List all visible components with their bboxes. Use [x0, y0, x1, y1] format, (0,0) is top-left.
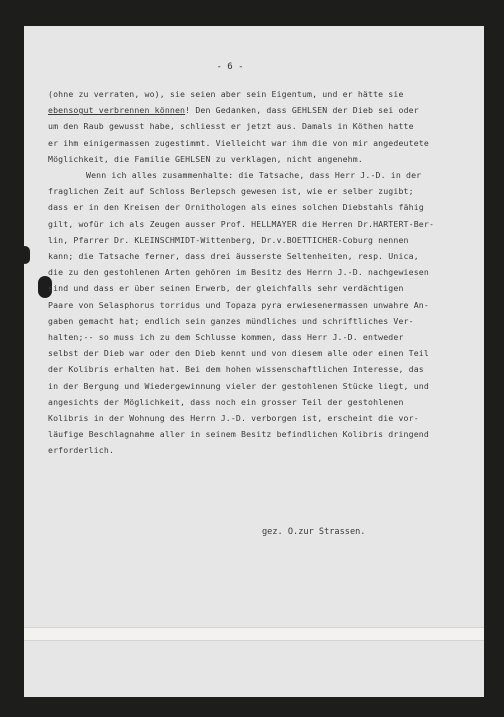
- punch-hole: [20, 246, 30, 264]
- text-line: [48, 118, 482, 134]
- text-segment: ! Den Gedanken, dass GEHLSEN der Dieb sei oder: [185, 105, 419, 116]
- text-line: [48, 297, 482, 313]
- text-line: [48, 102, 482, 118]
- text-line: [48, 410, 482, 426]
- text-line: [48, 264, 482, 280]
- text-segment: die zu den gestohlenen Arten gehören im Besitz des Herrn J.-D. nachgewiesen: [48, 267, 429, 278]
- paper-fold-band: [24, 627, 484, 641]
- text-line: [48, 313, 482, 329]
- letter-body: [48, 86, 482, 459]
- text-segment: lin, Pfarrer Dr. KLEINSCHMIDT-Wittenberg, Dr.v.BOETTICHER-Coburg nennen: [48, 234, 409, 245]
- text-segment: angesichts der Möglichkeit, dass noch ein grosser Teil der gestohlenen: [48, 396, 404, 407]
- text-segment: Paare von Selasphorus torridus und Topaza pyra erwiesenermassen unwahre An-: [48, 299, 429, 310]
- text-line: [48, 345, 482, 361]
- text-line: [48, 151, 482, 167]
- text-segment: fraglichen Zeit auf Schloss Berlepsch gewesen ist, wie er selber zugibt;: [48, 186, 414, 197]
- page-number: - 6 -: [216, 62, 244, 72]
- text-segment: er ihm einigermassen zugestimmt. Vielleicht war ihm die von mir angedeutete: [48, 137, 429, 148]
- text-segment: läufige Beschlagnahme aller in seinem Besitz befindlichen Kolibris dringend: [48, 429, 429, 440]
- text-segment: um den Raub gewusst habe, schliesst er jetzt aus. Damals in Köthen hatte: [48, 121, 414, 132]
- text-segment: Möglichkeit, die Familie GEHLSEN zu verklagen, nicht angenehm.: [48, 153, 363, 164]
- text-segment: Kolibris in der Wohnung des Herrn J.-D. verborgen ist, erscheint die vor-: [48, 413, 419, 424]
- text-line: [48, 329, 482, 345]
- text-segment: dass er in den Kreisen der Ornithologen als eines solchen Diebstahls fähig: [48, 202, 424, 213]
- text-segment: der Kolibris erhalten hat. Bei dem hohen wissenschaftlichen Interesse, das: [48, 364, 424, 375]
- text-segment: in der Bergung und Wiedergewinnung vieler der gestohlenen Stücke liegt, und: [48, 380, 429, 391]
- text-line: [48, 426, 482, 442]
- text-line: [48, 167, 482, 183]
- text-segment: selbst der Dieb war oder den Dieb kennt und von diesem alle oder einen Teil: [48, 348, 429, 359]
- text-segment: Wenn ich alles zusammenhalte: die Tatsache, dass Herr J.-D. in der: [86, 170, 422, 181]
- text-line: [48, 361, 482, 377]
- text-line: [48, 394, 482, 410]
- text-line: [48, 86, 482, 102]
- text-segment: (ohne zu verraten, wo), sie seien aber sein Eigentum, und er hätte sie: [48, 89, 404, 99]
- text-line: [48, 280, 482, 296]
- text-line: [48, 378, 482, 394]
- signature-line: gez. O.zur Strassen.: [262, 527, 366, 537]
- text-segment: gilt, wofür ich als Zeugen ausser Prof. HELLMAYER die Herren Dr.HARTERT-Ber-: [48, 218, 435, 229]
- text-line: [48, 135, 482, 151]
- text-segment: halten;-- so muss ich zu dem Schlusse kommen, dass Herr J.-D. entweder: [48, 332, 404, 343]
- underlined-text: ebensogut verbrennen können: [48, 105, 186, 116]
- text-line: [48, 183, 482, 199]
- text-line: [48, 216, 482, 232]
- text-segment: kann; die Tatsache ferner, dass drei äusserste Seltenheiten, resp. Unica,: [48, 251, 419, 262]
- text-line: [48, 232, 482, 248]
- text-line: [48, 442, 482, 458]
- text-segment: gaben gemacht hat; endlich sein ganzes mündliches und schriftliches Ver-: [48, 315, 414, 326]
- text-line: [48, 199, 482, 215]
- text-line: [48, 248, 482, 264]
- text-segment: sind und dass er über seinen Erwerb, der gleichfalls sehr verdächtigen: [48, 283, 404, 294]
- text-segment: erforderlich.: [48, 445, 115, 456]
